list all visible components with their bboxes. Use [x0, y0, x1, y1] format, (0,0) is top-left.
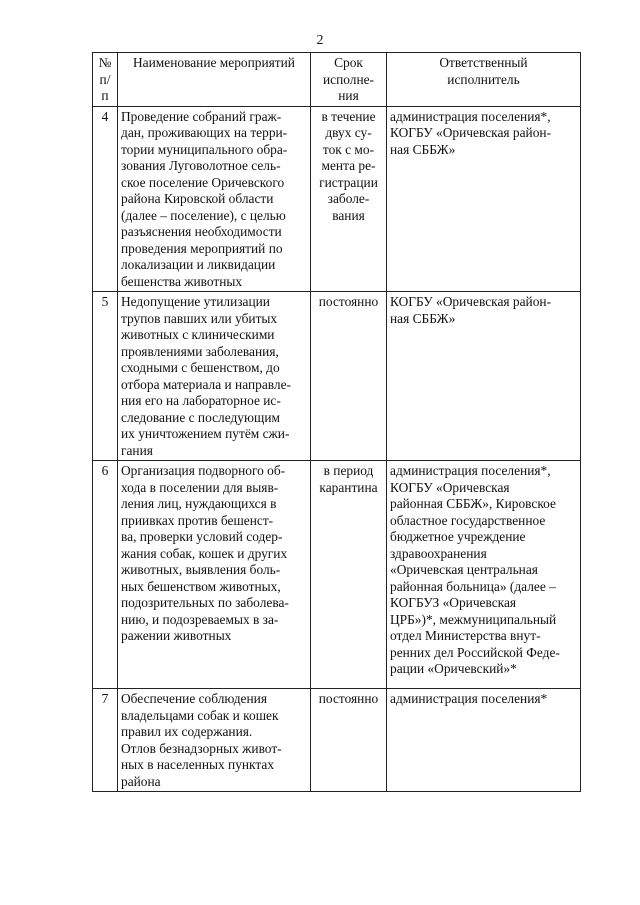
measure-name: Проведение собраний граж- дан, проживающих на терри- тории муниципального обра- зования Луговолотное сель- ское поселение Оричевского района Кировской области (далее – поселение), с целью разъяснения необходимости проведения мероприятий по локализации и ликвидации бешенства животных	[118, 106, 311, 292]
measure-term: постоянно	[311, 689, 387, 792]
measure-responsible: администрация поселения*, КОГБУ «Оричевская район- ная СББЖ»	[387, 106, 581, 292]
table-row	[93, 106, 581, 292]
measure-name: Организация подворного об- хода в поселении для выяв- ления лиц, нуждающихся в приивках против бешенст- ва, проверки условий содер- жания собак, кошек и других животных, выявления боль- ных бешенством животных, подозрительных по заболева- нию, и подозреваемых в за- ражении животных	[118, 461, 311, 689]
measure-name: Недопущение утилизации трупов павших или убитых животных с клиническими проявлениями заболевания, сходными с бешенством, до отбора материала и направле- ния его на лабораторное ис- следование с последующим их уничтожением путём сжи- гания	[118, 292, 311, 461]
measure-term: в течение двух су- ток с мо- мента ре- гистрации заболе- вания	[311, 106, 387, 292]
header-num: № п/п	[93, 53, 118, 107]
table-row	[93, 689, 581, 792]
measures-table	[92, 52, 581, 792]
measure-responsible: КОГБУ «Оричевская район- ная СББЖ»	[387, 292, 581, 461]
table-row	[93, 292, 581, 461]
row-number: 6	[93, 461, 118, 689]
header-name: Наименование мероприятий	[118, 53, 311, 107]
header-term: Срок исполне- ния	[311, 53, 387, 107]
measure-term: в период карантина	[311, 461, 387, 689]
row-number: 7	[93, 689, 118, 792]
measure-term: постоянно	[311, 292, 387, 461]
measure-responsible: администрация поселения*, КОГБУ «Оричевская районная СББЖ», Кировское областное государственное бюджетное учреждение здравоохранения «Оричевская центральная районная больница» (далее – КОГБУЗ «Оричевская ЦРБ»)*, межмуниципальный отдел Министерства внут- ренних дел Российской Феде- рации «Оричевский»*	[387, 461, 581, 689]
row-number: 5	[93, 292, 118, 461]
header-responsible: Ответственный исполнитель	[387, 53, 581, 107]
row-number: 4	[93, 106, 118, 292]
page-number: 2	[316, 33, 324, 48]
measure-name: Обеспечение соблюдения владельцами собак и кошек правил их содержания. Отлов безнадзорных живот- ных в населенных пунктах района	[118, 689, 311, 792]
table-row	[93, 461, 581, 689]
table-header-row	[93, 53, 581, 107]
measure-responsible: администрация поселения*	[387, 689, 581, 792]
